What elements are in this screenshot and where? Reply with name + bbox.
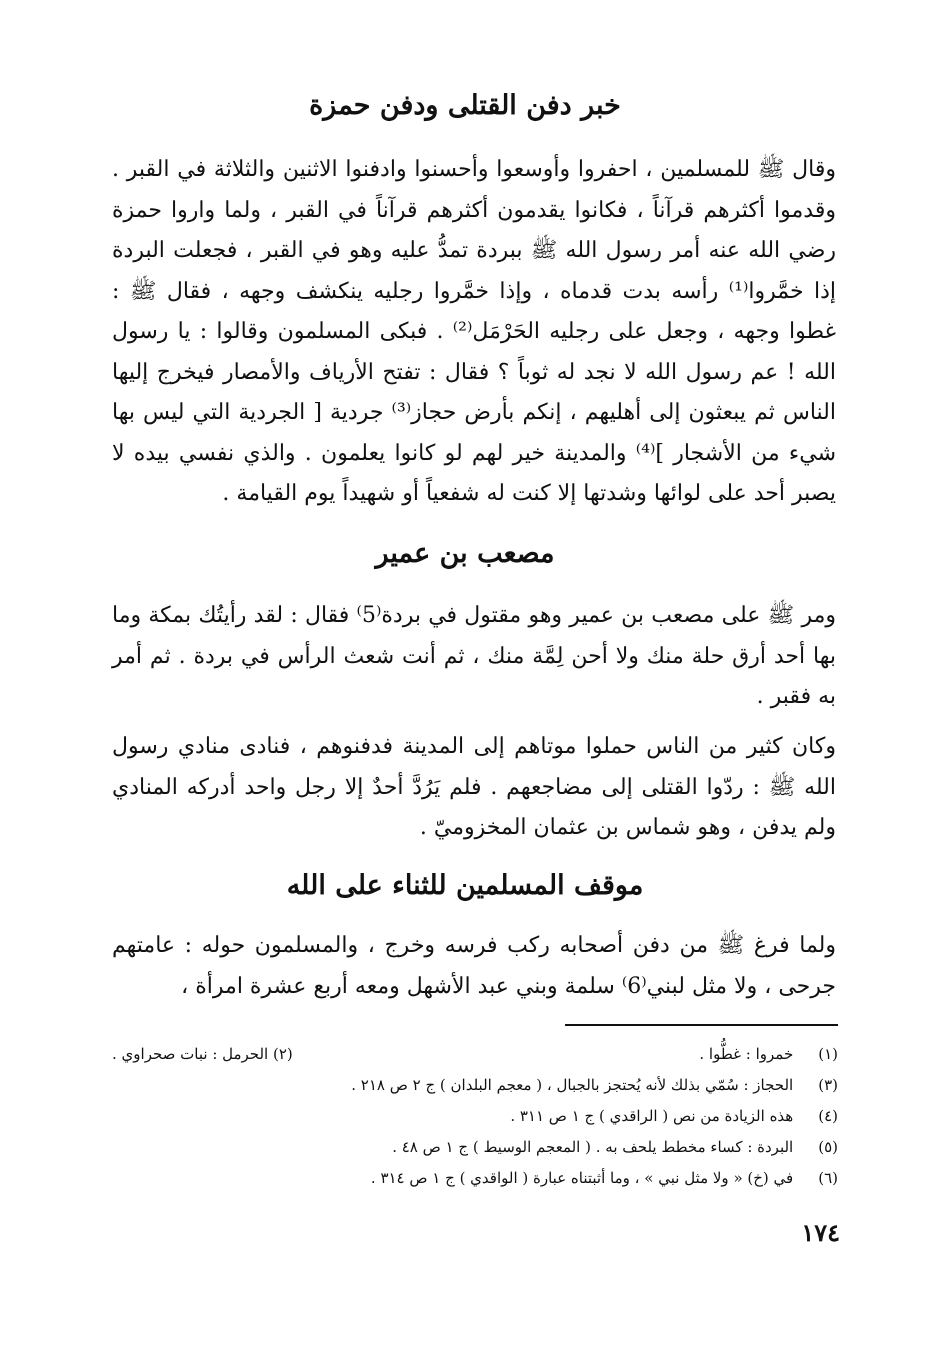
footnote-number: (٣): [818, 1076, 838, 1094]
footnote-text: البردة : كساء مخطط يلحف به . ( المعجم الوسيط ) ج ١ ص ٤٨ .: [392, 1138, 794, 1156]
paragraph-burial-instructions: وقال ﷺ للمسلمين ، احفروا وأوسعوا وأحسنوا وادفنوا الاثنين والثلاثة في القبر . وقدموا أكثرهم قرآناً ، فكانوا يقدمون أكثرهم قرآناً في القبر ، ولما واروا حمزة رضي الله عنه أمر رسول الله ﷺ ببردة تمدُّ عليه وهو في القبر ، فجعلت البردة إذا خمَّروا⁽¹⁾ رأسه بدت قدماه ، وإذا خمَّروا رجليه ينكشف وجهه ، فقال ﷺ : غطوا وجهه ، وجعل على رجليه الحَرْمَل⁽²⁾ . فبكى المسلمون وقالوا : يا رسول الله ! عم رسول الله لا نجد له ثوباً ؟ فقال : تفتح الأرياف والأمصار فيخرج إليها الناس ثم يبعثون إلى أهليهم ، إنكم بأرض حجاز⁽³⁾ جردية [ الجردية التي ليس بها شيء من الأشجار ]⁽⁴⁾ والمدينة خير لهم لو كانوا يعلمون . والذي نفسي بيده لا يصبر أحد على لوائها وشدتها إلا كنت له شفعياً أو شهيداً يوم القيامة .: [112, 157, 837, 506]
section-heading-musab: مصعب بن عمير: [375, 538, 555, 569]
footnote-number: (٦): [818, 1169, 838, 1187]
footnote-6: [112, 1166, 838, 1190]
footnote-text: هذه الزيادة من نص ( الراقدي ) ج ١ ص ٣١١ .: [510, 1107, 794, 1125]
footnote-3: [112, 1073, 838, 1097]
footnote-text: خمروا : غطُّوا .: [699, 1045, 794, 1063]
footnote-separator: [565, 1024, 838, 1026]
footnote-number: (٤): [818, 1107, 838, 1125]
paragraph-departure: ولما فرغ ﷺ من دفن أصحابه ركب فرسه وخرج ، والمسلمون حوله : عامتهم جرحى ، ولا مثل لبني⁽6⁾ سلمة وبني عبد الأشهل ومعه أربع عشرة امرأة ،: [112, 933, 836, 999]
footnote-text: في (خ) « ولا مثل نبي » ، وما أثبتناه عبارة ( الواقدي ) ج ١ ص ٣١٤ .: [370, 1169, 794, 1187]
paragraph-musab: ومر ﷺ على مصعب بن عمير وهو مقتول في بردة⁽5⁾ فقال : لقد رأيتُك بمكة وما بها أحد أرق حلة منك ولا أحن لِمَّة منك ، ثم أنت شعث الرأس في بردة . ثم أمر به فقبر .: [112, 603, 836, 709]
footnote-text: الحجاز : سُمّي بذلك لأنه يُحتجز بالجبال ، ( معجم البلدان ) ج ٢ ص ٢١٨ .: [351, 1076, 794, 1094]
paragraph-return-dead: وكان كثير من الناس حملوا موتاهم إلى المدينة فدفنوهم ، فنادى منادي رسول الله ﷺ : ردّوا القتلى إلى مضاجعهم . فلم يَرُدَّ أحدٌ إلا رجل واحد أدركه المنادي ولم يدفن ، وهو شماس بن عثمان المخزوميّ .: [112, 734, 836, 840]
footnote-4: [112, 1104, 838, 1128]
footnote-2: (٢) الحرمل : نبات صحراوي .: [112, 1045, 293, 1063]
footnote-5: [112, 1135, 838, 1159]
footnote-number: (٥): [818, 1138, 838, 1156]
section-heading-praise: موقف المسلمين للثناء على الله: [286, 870, 644, 901]
section-heading-burial: خبر دفن القتلى ودفن حمزة: [309, 90, 621, 121]
footnote-number: (١): [818, 1045, 838, 1063]
page-number: ١٧٤: [801, 1218, 840, 1247]
